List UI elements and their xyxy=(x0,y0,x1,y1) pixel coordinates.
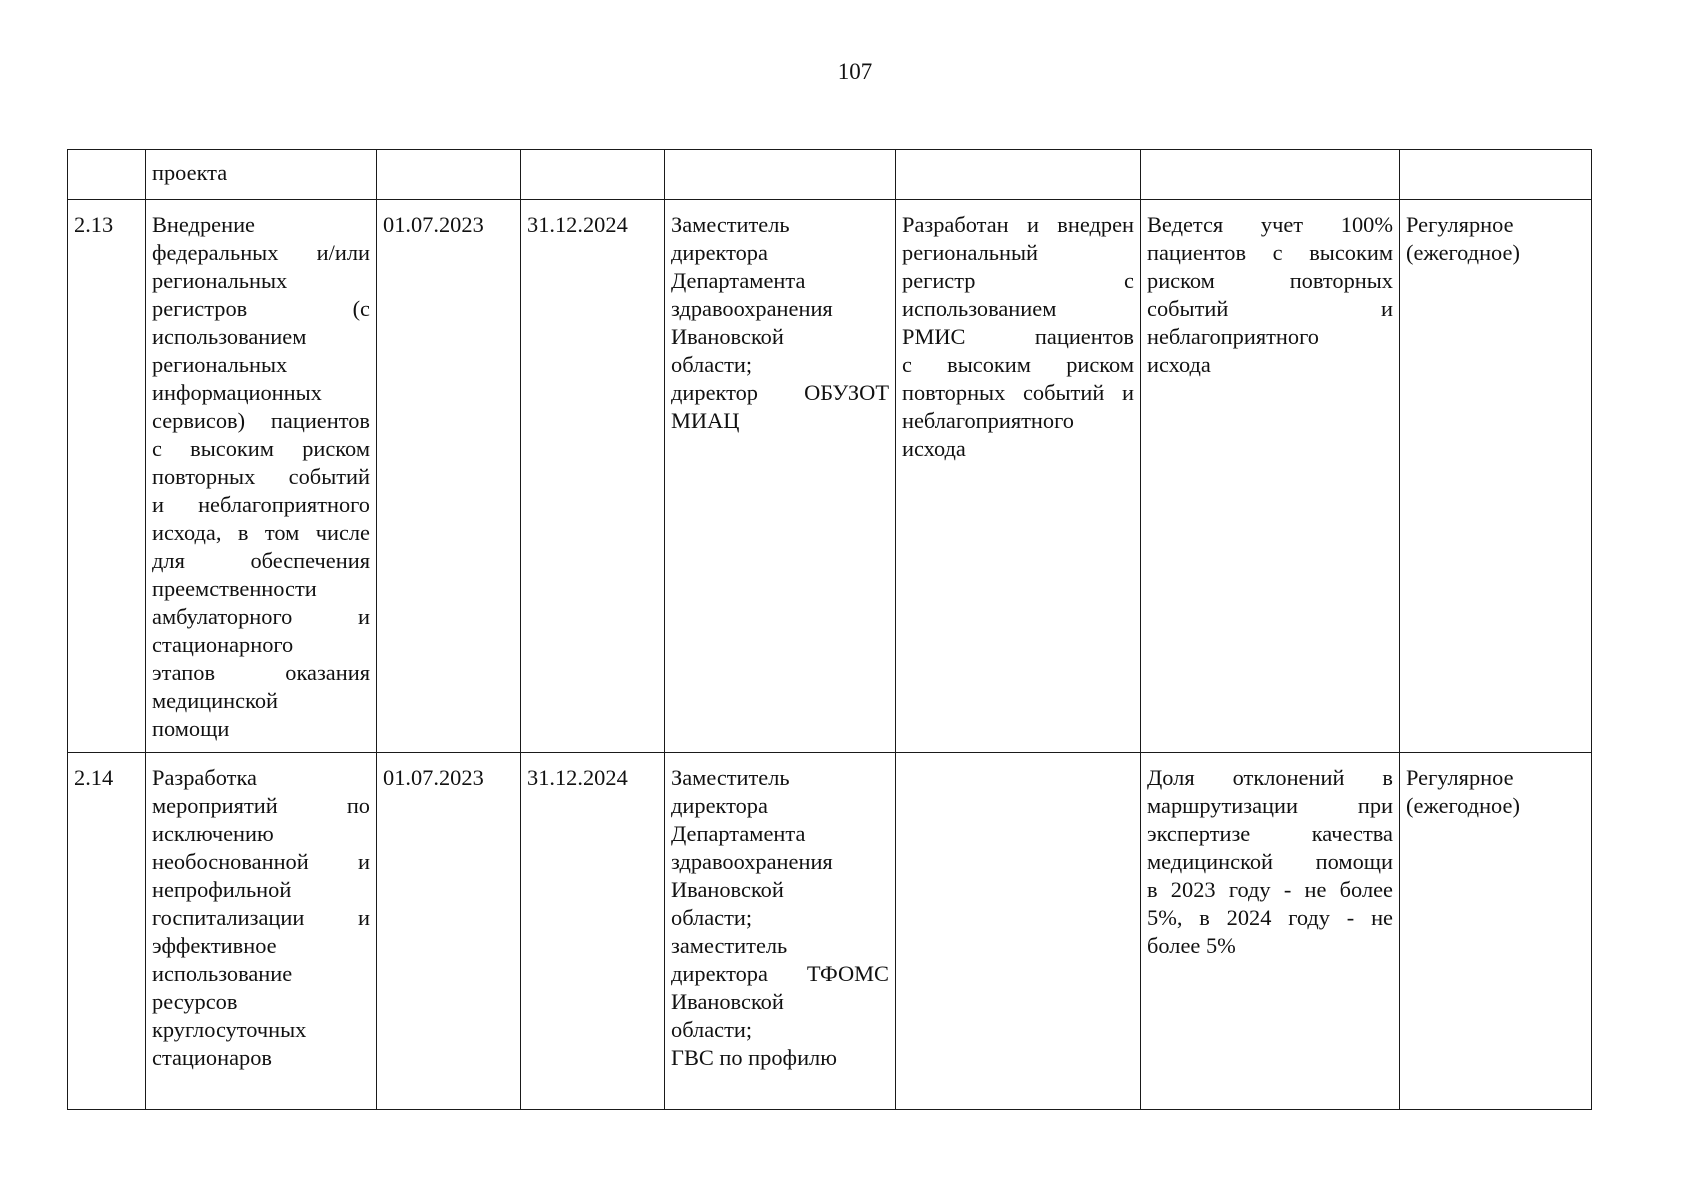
cell-line: для обеспечения xyxy=(152,548,370,573)
cell-end xyxy=(521,150,665,200)
cell-line: круглосуточных xyxy=(152,1017,307,1042)
cell-line: Регулярное xyxy=(1406,212,1514,237)
cell-line: медицинской xyxy=(152,688,278,713)
cell-line: событий и xyxy=(1147,296,1393,321)
cell-line: Ивановской xyxy=(671,877,784,902)
cell-line: области; xyxy=(671,352,753,377)
cell-name: проекта xyxy=(146,150,377,200)
cell-line: директор ОБУЗОТ xyxy=(671,380,889,405)
cell-line: Заместитель xyxy=(671,212,790,237)
cell-indicator xyxy=(1141,753,1400,1110)
cell-name xyxy=(146,200,377,753)
cell-line: информационных xyxy=(152,380,322,405)
cell-line: более 5% xyxy=(1147,933,1236,958)
cell-line: госпитализации и xyxy=(152,905,370,930)
cell-line: РМИС пациентов xyxy=(902,324,1134,349)
cell-line: неблагоприятного xyxy=(1147,324,1319,349)
cell-line: необоснованной и xyxy=(152,849,370,874)
cell-line: (ежегодное) xyxy=(1406,240,1520,265)
cell-result xyxy=(896,150,1141,200)
cell-periodicity xyxy=(1400,150,1592,200)
cell-line: регистров (с xyxy=(152,296,370,321)
cell-line: использованием xyxy=(152,324,307,349)
cell-line: области; xyxy=(671,1017,753,1042)
cell-line: исключению xyxy=(152,821,274,846)
cell-line: ГВС по профилю xyxy=(671,1045,837,1070)
cell-line: МИАЦ xyxy=(671,408,740,433)
cell-line: повторных событий xyxy=(152,464,370,489)
page-number: 107 xyxy=(837,59,873,84)
cell-line: использованием xyxy=(902,296,1057,321)
cell-start: 01.07.2023 xyxy=(377,753,521,1110)
cell-line: Ивановской xyxy=(671,324,784,349)
cell-line: сервисов) пациентов xyxy=(152,408,370,433)
table-row xyxy=(68,753,1592,1110)
table-row-continuation xyxy=(68,150,1592,200)
cell-responsible xyxy=(665,200,896,753)
cell-name xyxy=(146,753,377,1110)
table-row xyxy=(68,200,1592,753)
cell-line: области; xyxy=(671,905,753,930)
cell-end: 31.12.2024 xyxy=(521,200,665,753)
cell-end: 31.12.2024 xyxy=(521,753,665,1110)
cell-result xyxy=(896,753,1141,1110)
cell-line: Разработка xyxy=(152,765,257,790)
cell-result xyxy=(896,200,1141,753)
cell-line: помощи xyxy=(152,716,230,741)
cell-line: амбулаторного и xyxy=(152,604,370,629)
cell-num: 2.13 xyxy=(68,200,146,753)
cell-line: маршрутизации при xyxy=(1147,793,1393,818)
cell-line: экспертизе качества xyxy=(1147,821,1393,846)
cell-line: Ивановской xyxy=(671,989,784,1014)
cell-line: Заместитель xyxy=(671,765,790,790)
cell-line: риском повторных xyxy=(1147,268,1393,293)
cell-line: с высоким риском xyxy=(152,436,370,461)
cell-line: эффективное xyxy=(152,933,277,958)
cell-line: регистр с xyxy=(902,268,1134,293)
cell-line: директора xyxy=(671,240,768,265)
cell-line: Департамента xyxy=(671,821,806,846)
cell-periodicity xyxy=(1400,753,1592,1110)
cell-line: здравоохранения xyxy=(671,296,833,321)
cell-line: федеральных и/или xyxy=(152,240,370,265)
cell-line: Разработан и внедрен xyxy=(902,212,1134,237)
cell-line: мероприятий по xyxy=(152,793,370,818)
cell-num: 2.14 xyxy=(68,753,146,1110)
cell-line: исхода xyxy=(1147,352,1211,377)
cell-line: региональных xyxy=(152,268,288,293)
cell-line: директора xyxy=(671,793,768,818)
cell-line: ресурсов xyxy=(152,989,238,1014)
cell-line: исхода, в том числе xyxy=(152,520,370,545)
cell-line: исхода xyxy=(902,436,966,461)
cell-line: с высоким риском xyxy=(902,352,1134,377)
cell-line: (ежегодное) xyxy=(1406,793,1520,818)
cell-line: Департамента xyxy=(671,268,806,293)
cell-line: заместитель xyxy=(671,933,788,958)
cell-num xyxy=(68,150,146,200)
cell-line: здравоохранения xyxy=(671,849,833,874)
cell-line: Ведется учет 100% xyxy=(1147,212,1393,237)
cell-indicator xyxy=(1141,200,1400,753)
cell-line: Доля отклонений в xyxy=(1147,765,1393,790)
cell-start: 01.07.2023 xyxy=(377,200,521,753)
cell-responsible xyxy=(665,150,896,200)
cell-line: медицинской помощи xyxy=(1147,849,1393,874)
cell-line: региональных xyxy=(152,352,288,377)
cell-responsible xyxy=(665,753,896,1110)
cell-line: использование xyxy=(152,961,293,986)
cell-line: в 2023 году - не более xyxy=(1147,877,1393,902)
cell-line: директора ТФОМС xyxy=(671,961,889,986)
cell-line: 5%, в 2024 году - не xyxy=(1147,905,1393,930)
cell-line: повторных событий и xyxy=(902,380,1134,405)
cell-line: пациентов с высоким xyxy=(1147,240,1393,265)
cell-line: стационаров xyxy=(152,1045,272,1070)
cell-line: неблагоприятного xyxy=(902,408,1074,433)
cell-line: и неблагоприятного xyxy=(152,492,370,517)
cell-start xyxy=(377,150,521,200)
cell-line: Регулярное xyxy=(1406,765,1514,790)
cell-indicator xyxy=(1141,150,1400,200)
cell-line: Внедрение xyxy=(152,212,255,237)
cell-line: преемственности xyxy=(152,576,317,601)
cell-line: непрофильной xyxy=(152,877,292,902)
cell-line: этапов оказания xyxy=(152,660,370,685)
cell-line: региональный xyxy=(902,240,1039,265)
cell-line: стационарного xyxy=(152,632,294,657)
cell-periodicity xyxy=(1400,200,1592,753)
measures-table xyxy=(67,149,1592,1110)
